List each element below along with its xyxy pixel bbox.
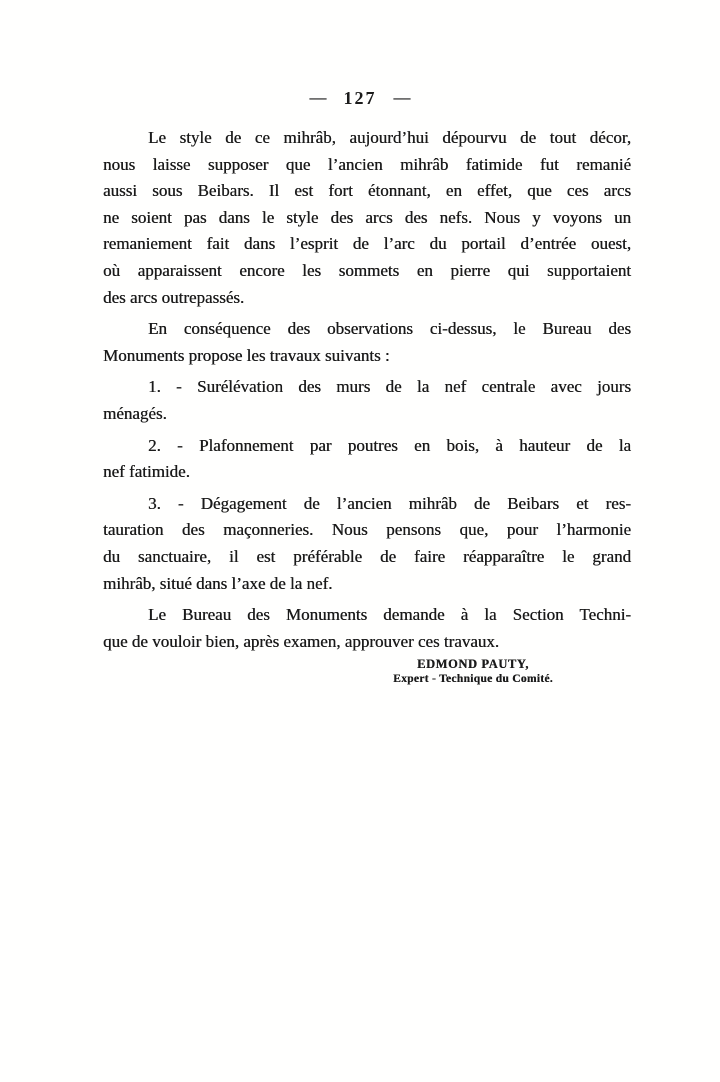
signature-block bbox=[343, 657, 603, 687]
text-line: nef fatimide. bbox=[103, 462, 190, 482]
text-body bbox=[103, 125, 631, 655]
paragraph-consequence bbox=[103, 316, 631, 369]
text-line: ne soient pas dans le style des arcs des nefs. Nous y voyons un bbox=[103, 207, 631, 227]
text-line: 3. - Dégagement de l’ancien mihrâb de Beibars et res- bbox=[148, 493, 631, 513]
text-line: mihrâb, situé dans l’axe de la nef. bbox=[103, 573, 333, 593]
text-line: 1. - Surélévation des murs de la nef centrale avec jours bbox=[148, 377, 631, 397]
signature-name: EDMOND PAUTY, bbox=[417, 657, 529, 671]
header-dash-left: — bbox=[309, 87, 327, 107]
list-item-3 bbox=[103, 491, 631, 597]
text-line: tauration des maçonneries. Nous pensons que, pour l’harmonie bbox=[103, 520, 631, 540]
text-line: 2. - Plafonnement par poutres en bois, à hauteur de la bbox=[148, 435, 631, 455]
list-item-2 bbox=[103, 433, 631, 486]
text-line: remaniement fait dans l’esprit de l’arc du portail d’entrée ouest, bbox=[103, 234, 631, 254]
header-dash-right: — bbox=[393, 87, 411, 107]
text-line: Monuments propose les travaux suivants : bbox=[103, 345, 390, 365]
text-line: Le Bureau des Monuments demande à la Section Techni- bbox=[148, 605, 631, 625]
text-line: nous laisse supposer que l’ancien mihrâb fatimide fut remanié bbox=[103, 154, 631, 174]
text-line: ménagés. bbox=[103, 403, 167, 423]
text-line: que de vouloir bien, après examen, approuver ces travaux. bbox=[103, 631, 500, 651]
text-line: où apparaissent encore les sommets en pierre qui supportaient bbox=[103, 260, 631, 280]
text-line: aussi sous Beibars. Il est fort étonnant, en effet, que ces arcs bbox=[103, 181, 631, 201]
paragraph-mihrab-style bbox=[103, 125, 631, 311]
page-header bbox=[0, 88, 720, 109]
text-line: des arcs outrepassés. bbox=[103, 287, 245, 307]
text-line: Le style de ce mihrâb, aujourd’hui dépourvu de tout décor, bbox=[148, 128, 631, 147]
text-line: En conséquence des observations ci-dessus, le Bureau des bbox=[148, 319, 631, 339]
text-line: du sanctuaire, il est préférable de faire réapparaître le grand bbox=[103, 546, 631, 566]
list-item-1 bbox=[103, 374, 631, 427]
signature-title: Expert - Technique du Comité. bbox=[393, 673, 553, 685]
page-number: 127 bbox=[343, 88, 377, 108]
paragraph-approval-request bbox=[103, 602, 631, 655]
